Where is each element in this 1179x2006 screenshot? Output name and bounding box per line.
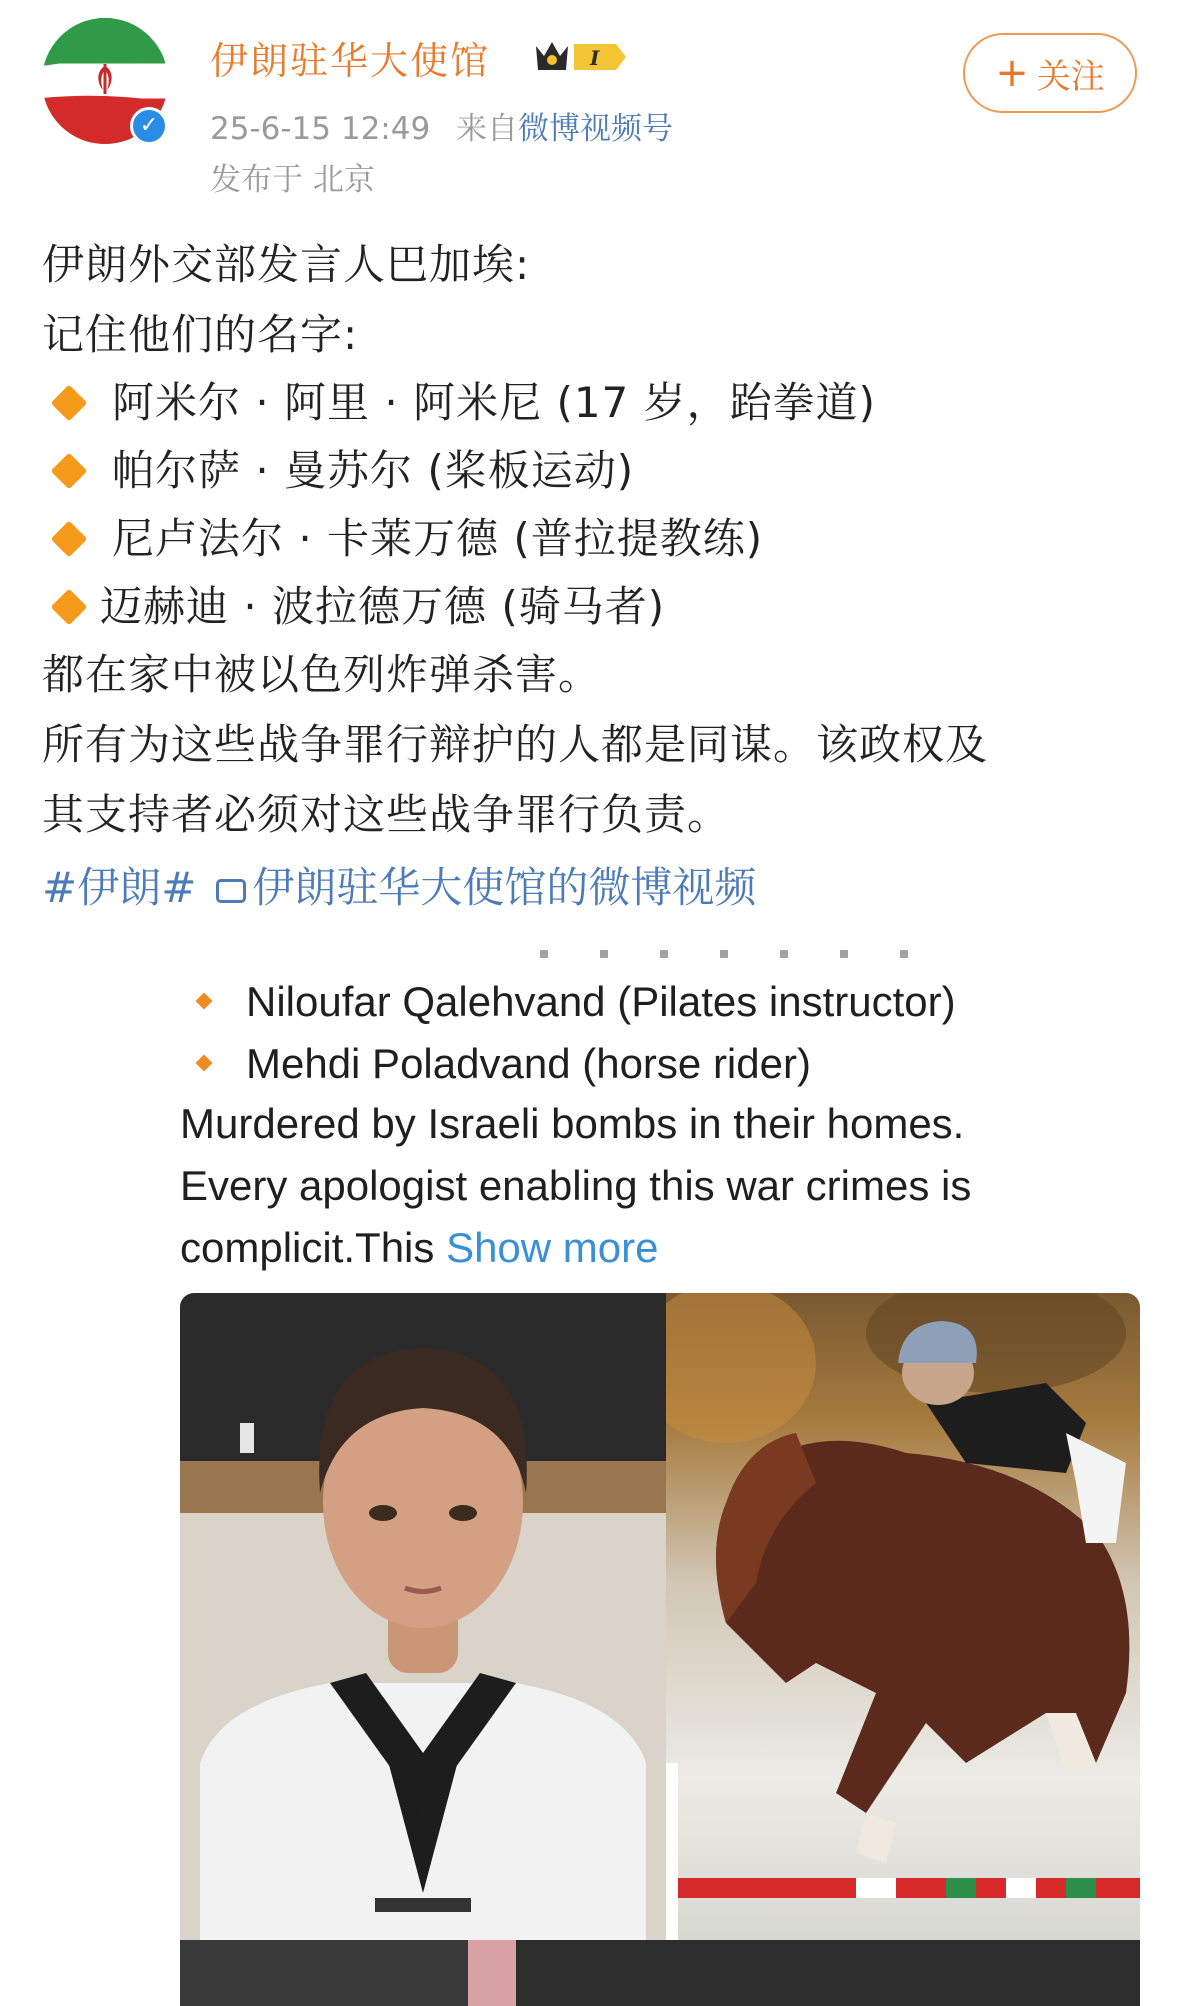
post-links — [42, 855, 756, 915]
post-timestamp: 25-6-15 12:49 — [210, 111, 431, 147]
hashtag-link[interactable]: #伊朗# — [42, 863, 197, 912]
show-more-link[interactable]: Show more — [446, 1224, 659, 1271]
tweet-bullet-item — [180, 978, 956, 1026]
post-list-item — [42, 438, 634, 498]
tweet-text-line: Every apologist enabling this war crimes is — [180, 1162, 972, 1209]
video-icon — [216, 879, 246, 903]
post-list-item — [42, 506, 763, 566]
photo-taekwondo-boy[interactable] — [180, 1293, 666, 1940]
orange-diamond-icon — [196, 992, 213, 1009]
video-link[interactable]: 伊朗驻华大使馆的微博视频 — [252, 863, 757, 912]
tweet-text-line: Murdered by Israeli bombs in their homes. — [180, 1100, 965, 1147]
post-meta — [210, 103, 673, 148]
post-text-line: 都在家中被以色列炸弹杀害。 — [42, 650, 602, 699]
post-list-item — [42, 574, 665, 634]
tweet-text: complicit.This — [180, 1224, 435, 1271]
tweet-text: Mehdi Poladvand (horse rider) — [246, 1040, 811, 1087]
post-list-item — [42, 370, 876, 430]
post-text-line: 记住他们的名字: — [42, 310, 359, 359]
horse-rider-illustration — [666, 1293, 1140, 1940]
tweet-text-line — [180, 1224, 658, 1272]
tweet-text: Niloufar Qalehvand (Pilates instructor) — [246, 978, 956, 1025]
follow-button[interactable] — [963, 33, 1137, 113]
list-item-text: 阿米尔 · 阿里 · 阿米尼 (17 岁，跆拳道) — [112, 378, 877, 427]
list-item-text: 迈赫迪 · 波拉德万德 (骑马者) — [100, 582, 666, 631]
list-item-text: 尼卢法尔 · 卡莱万德 (普拉提教练) — [112, 514, 764, 563]
source-prefix: 来自 — [456, 111, 519, 147]
orange-diamond-icon — [51, 520, 88, 557]
cropped-text-fragment — [540, 950, 940, 958]
orange-diamond-icon — [196, 1054, 213, 1071]
follow-label: 关注 — [1036, 56, 1105, 97]
post-text-line: 其支持者必须对这些战争罪行负责。 — [42, 790, 731, 839]
verified-badge-icon: ✓ — [130, 107, 168, 145]
post-location: 发布于 北京 — [210, 162, 375, 198]
plus-icon: + — [995, 50, 1029, 96]
photo-strip-partial[interactable] — [180, 1940, 1140, 2006]
tweet-bullet-item — [180, 1040, 811, 1088]
source-link[interactable]: 微博视频号 — [518, 111, 674, 147]
list-item-text: 帕尔萨 · 曼苏尔 (桨板运动) — [112, 446, 635, 495]
post-text-line: 伊朗外交部发言人巴加埃: — [42, 240, 531, 289]
orange-diamond-icon — [51, 588, 88, 625]
author-name[interactable]: 伊朗驻华大使馆 — [210, 39, 491, 83]
photo-horse-rider[interactable] — [666, 1293, 1140, 1940]
svg-text:I: I — [590, 46, 600, 70]
orange-diamond-icon — [51, 384, 88, 421]
orange-diamond-icon — [51, 452, 88, 489]
boy-illustration — [180, 1293, 666, 1940]
post-text-line: 所有为这些战争罪行辩护的人都是同谋。该政权及 — [42, 720, 989, 769]
member-crown-icon — [530, 34, 630, 80]
